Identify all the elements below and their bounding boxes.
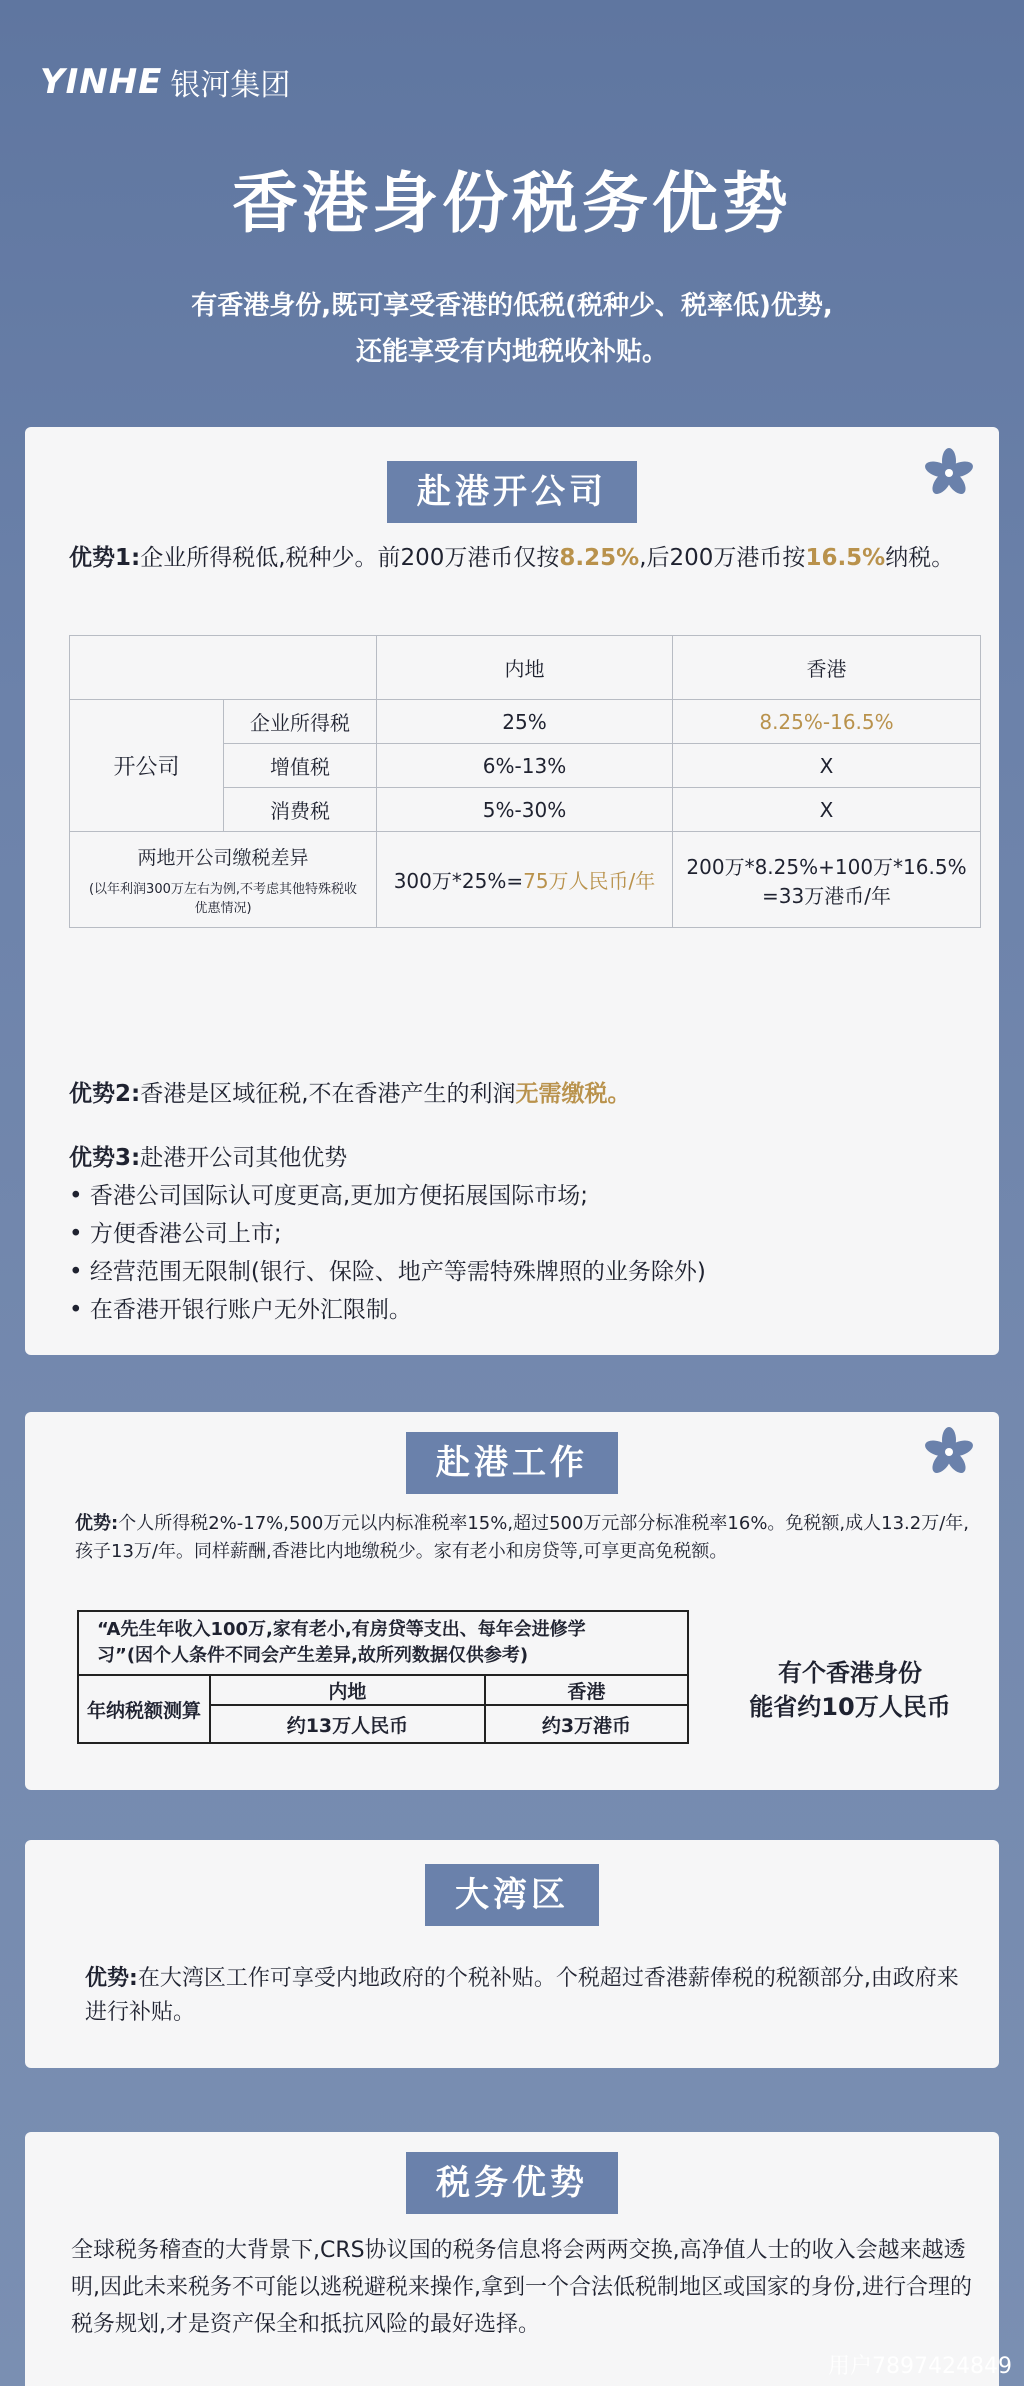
- adv-text: 赴港开公司其他优势: [140, 1145, 348, 1171]
- card-work: [25, 1412, 999, 1790]
- card-tax-advantage: [25, 2132, 999, 2386]
- subtitle-line: 有香港身份,既可享受香港的低税(税种少、税率低)优势,: [191, 291, 833, 321]
- adv-text: ,后200万港币按: [639, 545, 806, 571]
- list-item: • 方便香港公司上市;: [69, 1221, 282, 1247]
- brand-name: 银河集团: [170, 68, 291, 103]
- advantage-1: [69, 539, 969, 577]
- adv-text: 在大湾区工作可享受内地政府的个税补贴。个税超过香港薪俸税的税额部分,由政府来进行补贴。: [85, 1966, 959, 2025]
- row-name: 企业所得税: [224, 700, 377, 744]
- diff-hk: [673, 832, 981, 928]
- col-header-hk: 香港: [673, 636, 981, 700]
- card-greater-bay: [25, 1840, 999, 2068]
- list-item: • 香港公司国际认可度更高,更加方便拓展国际市场;: [69, 1183, 588, 1209]
- diff-note: (以年利润300万左右为例,不考虑其他特殊税收优惠情况): [88, 882, 358, 916]
- adv-text: 个人所得税2%-17%,500万元以内标准税率15%,超过500万元部分标准税率16%。免税额,成人13.2万/年,孩子13万/年。同样薪酬,香港比内地缴税少。家有老小和房贷等,可享更高免税额。: [75, 1513, 970, 1562]
- advantage-2: [69, 1075, 631, 1113]
- example-cell: [78, 1611, 688, 1675]
- brand-mark: YINHE: [40, 62, 163, 102]
- savings-callout: [725, 1656, 975, 1724]
- row-name: 消费税: [224, 788, 377, 832]
- subtitle-line: 还能享受有内地税收补贴。: [355, 337, 668, 367]
- diff-label-cell: [70, 832, 377, 928]
- adv-label: 优势:: [85, 1966, 138, 1991]
- highlight-text: 无需缴税。: [515, 1081, 631, 1107]
- adv-label: 优势3:: [69, 1145, 141, 1171]
- cell-hk: X: [673, 744, 981, 788]
- work-advantage: [75, 1510, 975, 1566]
- user-watermark: 用户7897424849: [828, 2354, 1012, 2379]
- list-item: • 在香港开银行账户无外汇限制。: [69, 1297, 412, 1323]
- section-heading: 大湾区: [425, 1864, 599, 1926]
- highlight-rate: 16.5%: [805, 545, 886, 571]
- row-group-label: 开公司: [70, 700, 224, 832]
- bauhinia-icon: [921, 445, 977, 501]
- cell-hk: X: [673, 788, 981, 832]
- col-header-mainland: 内地: [377, 636, 673, 700]
- col-header-hk: 香港: [485, 1675, 688, 1705]
- card-company: [25, 427, 999, 1355]
- section-heading: 赴港工作: [406, 1432, 618, 1494]
- diff-hk-line: 200万*8.25%+100万*16.5%: [686, 854, 967, 879]
- work-tax-table: [77, 1610, 689, 1744]
- adv-label: 优势:: [75, 1513, 119, 1534]
- brand-logo: [40, 60, 290, 104]
- adv-text: 香港是区域征税,不在香港产生的利润: [140, 1081, 516, 1107]
- list-item: • 经营范围无限制(银行、保险、地产等需特殊牌照的业务除外): [69, 1259, 706, 1285]
- diff-mainland-result: 75万人民币/年: [523, 869, 656, 893]
- cell-hk: 约3万港币: [485, 1705, 688, 1743]
- diff-label: 两地开公司缴税差异: [137, 847, 309, 869]
- tax-advantage-text: 全球税务稽查的大背景下,CRS协议国的税务信息将会两两交换,高净值人士的收入会越来越透明,因此未来税务不可能以逃税避税来操作,拿到一个合法低税制地区或国家的身份,进行合理的税务规划,才是资产保全和抵抗风险的最好选择。: [71, 2238, 972, 2337]
- adv-text: 企业所得税低,税种少。前200万港币仅按: [140, 545, 560, 571]
- diff-hk-line: =33万港币/年: [762, 883, 891, 908]
- diff-mainland: [377, 832, 673, 928]
- row-name: 增值税: [224, 744, 377, 788]
- diff-mainland-formula: 300万*25%=: [393, 869, 524, 893]
- page-subtitle: [0, 283, 1024, 375]
- adv-label: 优势2:: [69, 1081, 141, 1107]
- callout-line: 能省约10万人民币: [749, 1693, 951, 1721]
- cell-mainland: 25%: [377, 700, 673, 744]
- cell-mainland: 5%-30%: [377, 788, 673, 832]
- example-line: “A先生年收入100万,家有老小,有房贷等支出、每年会进修学: [97, 1619, 586, 1640]
- table-corner: [70, 636, 377, 700]
- cell-mainland: 6%-13%: [377, 744, 673, 788]
- row-label: 年纳税额测算: [78, 1675, 210, 1743]
- cell-mainland: 约13万人民币: [210, 1705, 485, 1743]
- adv-label: 优势1:: [69, 545, 141, 571]
- tax-comparison-table: [69, 635, 981, 928]
- cell-hk: 8.25%-16.5%: [673, 700, 981, 744]
- highlight-rate: 8.25%: [559, 545, 640, 571]
- page-title: 香港身份税务优势: [232, 164, 792, 242]
- callout-line: 有个香港身份: [778, 1659, 922, 1687]
- adv-text: 纳税。: [885, 545, 955, 571]
- col-header-mainland: 内地: [210, 1675, 485, 1705]
- section-heading: 税务优势: [406, 2152, 618, 2214]
- advantage-3: [69, 1139, 969, 1329]
- bay-advantage: [85, 1962, 965, 2030]
- example-line: 习”(因个人条件不同会产生差异,故所列数据仅供参考): [97, 1645, 529, 1666]
- bauhinia-icon: [921, 1424, 977, 1480]
- section-heading: 赴港开公司: [387, 461, 637, 523]
